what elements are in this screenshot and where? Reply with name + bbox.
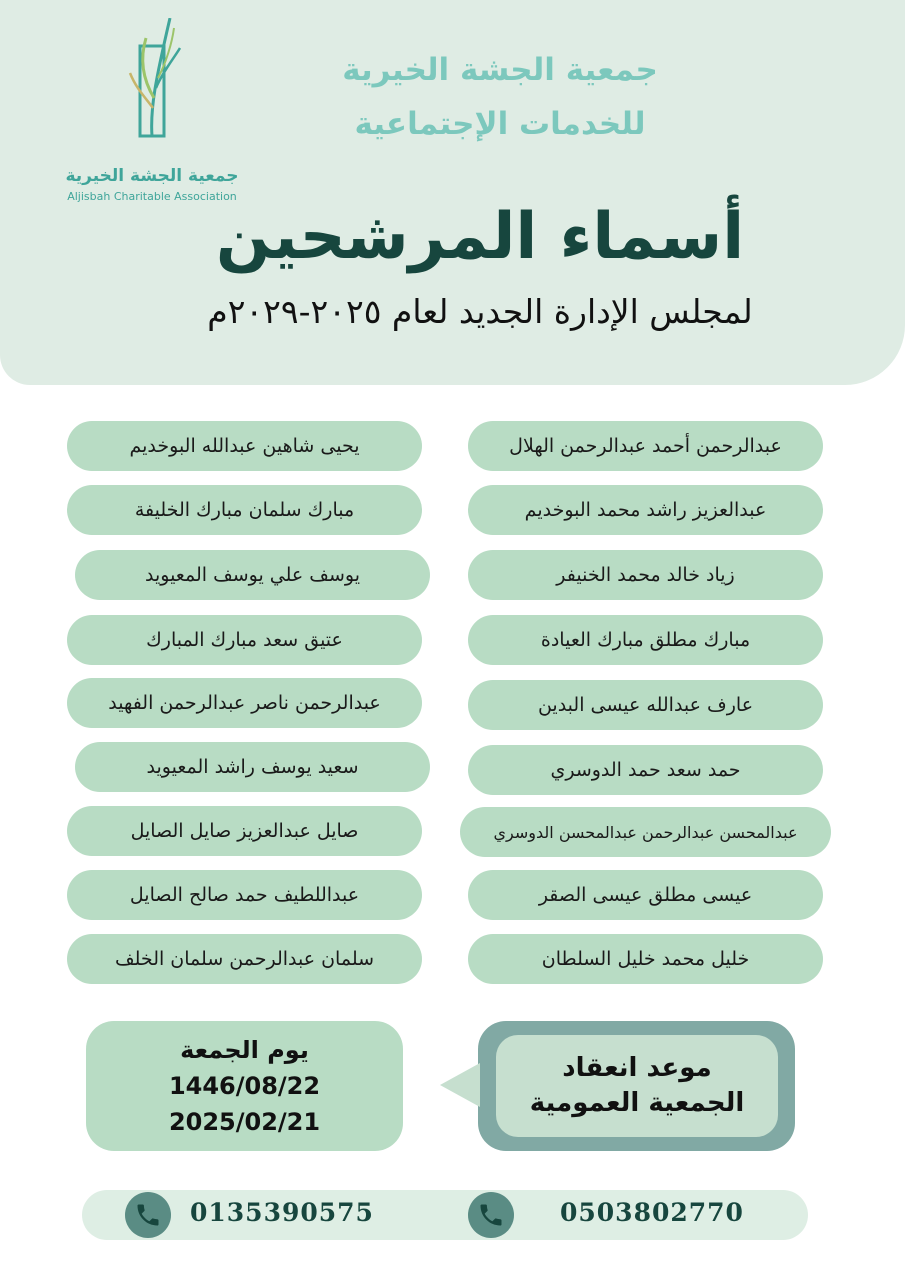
logo-arabic-text: جمعية الجشة الخيرية [65,166,239,186]
candidate-pill: سلمان عبدالرحمن سلمان الخلف [67,934,422,984]
candidate-pill: خليل محمد خليل السلطان [468,934,823,984]
candidate-pill: عبدالرحمن أحمد عبدالرحمن الهلال [468,421,823,471]
candidate-pill: مبارك مطلق مبارك العيادة [468,615,823,665]
phone-icon[interactable] [468,1192,514,1238]
page-subtitle: لمجلس الإدارة الجديد لعام ٢٠٢٥-٢٠٢٩م [207,292,753,331]
org-name-line2: للخدمات الإجتماعية [354,106,646,142]
candidate-pill: يحيى شاهين عبدالله البوخديم [67,421,422,471]
palm-logo-icon [122,18,184,143]
candidate-pill: عيسى مطلق عيسى الصقر [468,870,823,920]
candidate-pill: عبدالعزيز راشد محمد البوخديم [468,485,823,535]
candidate-pill: عبدالرحمن ناصر عبدالرحمن الفهيد [67,678,422,728]
arrow-left-icon [440,1063,480,1107]
candidate-pill: سعيد يوسف راشد المعيويد [75,742,430,792]
org-name-line1: جمعية الجشة الخيرية [342,52,658,88]
header-banner [0,0,905,385]
candidate-pill: مبارك سلمان مبارك الخليفة [67,485,422,535]
meeting-label-line2: الجمعية العمومية [529,1088,745,1118]
meeting-day: يوم الجمعة [180,1036,309,1064]
association-logo [62,18,242,203]
meeting-gregorian-date: 2025/02/21 [168,1108,321,1136]
candidate-pill: عتيق سعد مبارك المبارك [67,615,422,665]
candidate-pill: يوسف علي يوسف المعيويد [75,550,430,600]
phone-number-2[interactable]: 0135390575 [190,1198,374,1227]
meeting-hijri-date: 1446/08/22 [168,1072,321,1100]
meeting-date-box [86,1021,403,1151]
meeting-label [496,1035,778,1137]
candidate-pill: صايل عبدالعزيز صايل الصايل [67,806,422,856]
candidate-pill: زياد خالد محمد الخنيفر [468,550,823,600]
phone-icon[interactable] [125,1192,171,1238]
logo-english-text: Aljisbah Charitable Association [67,190,237,203]
candidate-pill: عبدالمحسن عبدالرحمن عبدالمحسن الدوسري [460,807,831,857]
candidate-pill: حمد سعد حمد الدوسري [468,745,823,795]
page-title: أسماء المرشحين [215,200,745,274]
candidate-pill: عبداللطيف حمد صالح الصايل [67,870,422,920]
candidate-pill: عارف عبدالله عيسى البدين [468,680,823,730]
phone-number-1[interactable]: 0503802770 [560,1198,744,1227]
meeting-label-line1: موعد انعقاد [562,1052,712,1083]
